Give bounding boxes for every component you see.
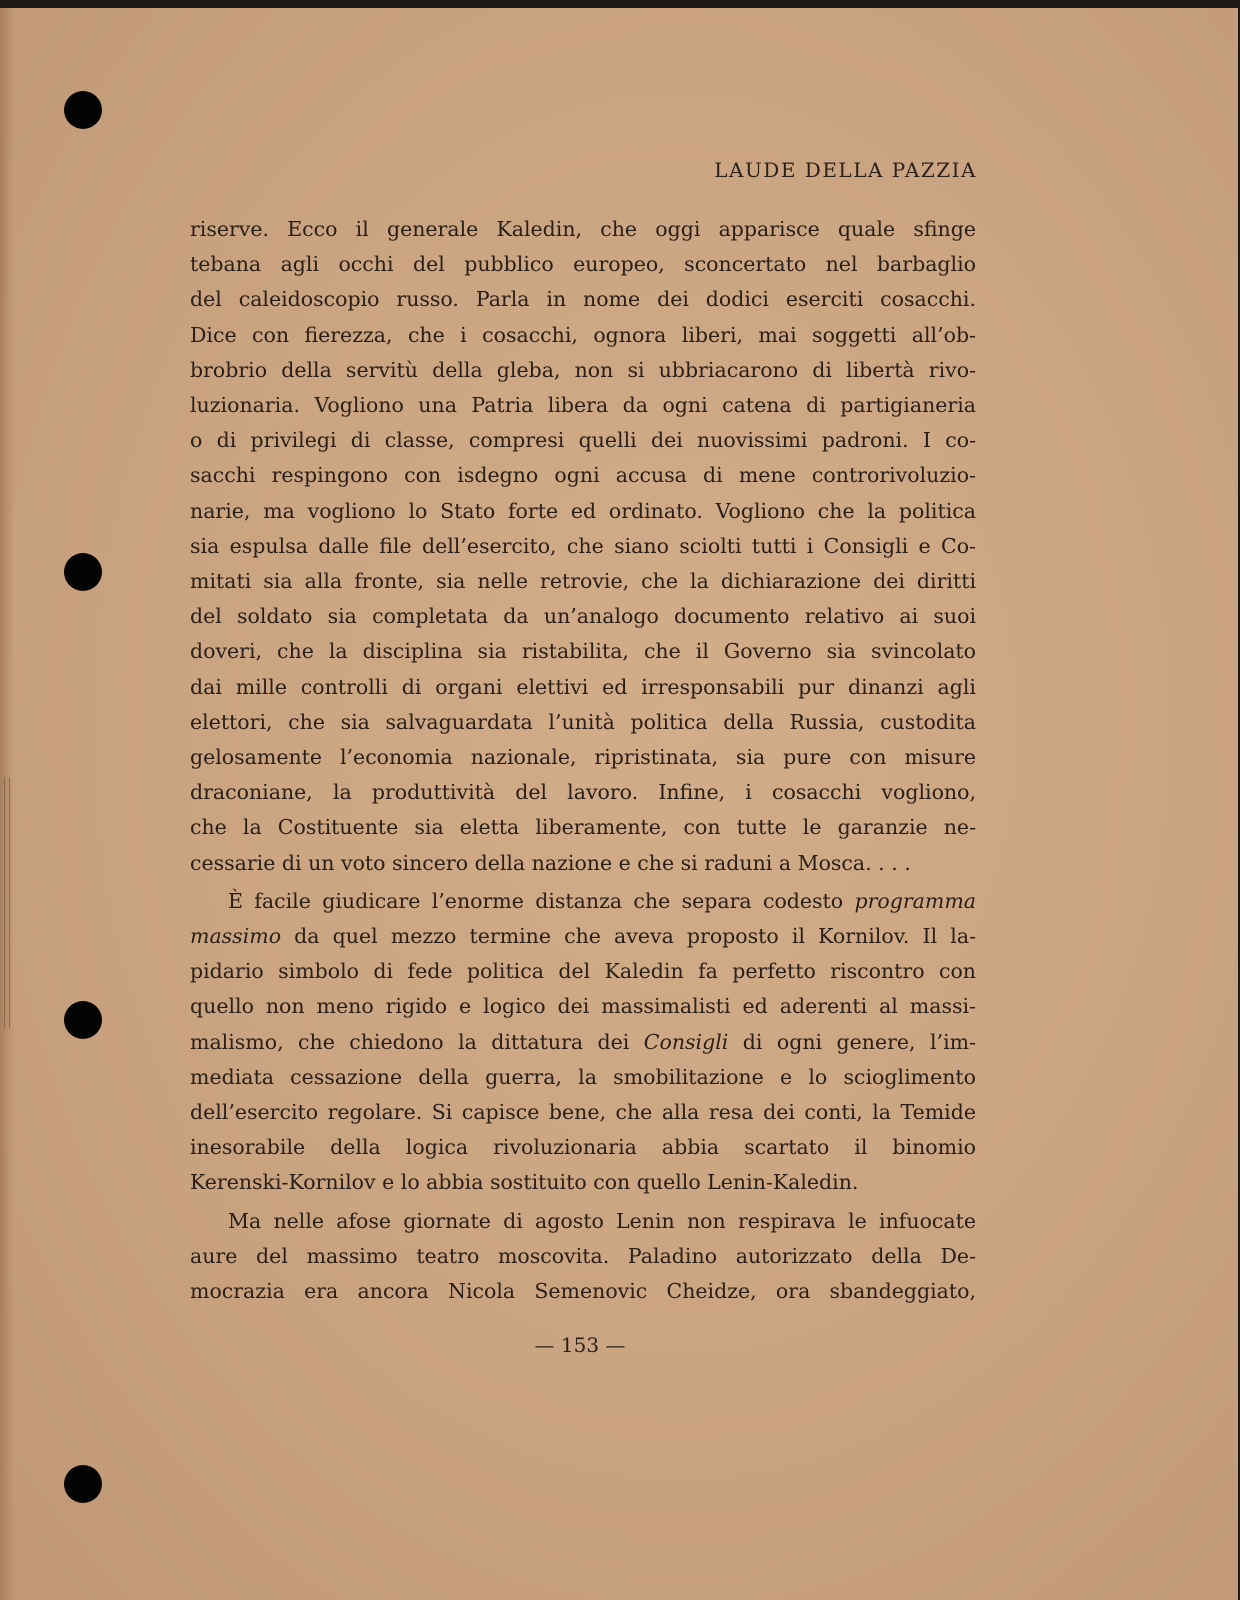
text-line bbox=[190, 954, 976, 989]
text-line bbox=[190, 247, 976, 282]
paragraph bbox=[190, 212, 976, 881]
text-run: brobrio della servitù della gleba, non si ubbriacarono di libertà rivo- bbox=[190, 357, 976, 382]
text-run: del caleidoscopio russo. Parla in nome dei dodici eserciti cosacchi. bbox=[190, 287, 976, 312]
text-run: draconiane, la produttività del lavoro. Infine, i cosacchi vogliono, bbox=[190, 780, 976, 805]
text-line bbox=[190, 919, 976, 954]
text-run: o di privilegi di classe, compresi quelli dei nuovissimi padroni. I co- bbox=[190, 428, 976, 453]
text-run: mediata cessazione della guerra, la smobilitazione e lo scioglimento bbox=[190, 1064, 976, 1089]
text-line bbox=[190, 884, 976, 919]
text-run: che la Costituente sia eletta liberamente, con tutte le garanzie ne- bbox=[190, 815, 976, 840]
text-line bbox=[190, 1165, 976, 1200]
text-run: malismo, che chiedono la dittatura dei bbox=[190, 1029, 644, 1054]
italic-run: programma bbox=[854, 888, 976, 913]
text-run: luzionaria. Vogliono una Patria libera da ogni catena di partigianeria bbox=[190, 393, 976, 418]
text-run: doveri, che la disciplina sia ristabilita, che il Governo sia svincolato bbox=[190, 639, 976, 664]
text-line bbox=[190, 1060, 976, 1095]
text-run: aure del massimo teatro moscovita. Paladino autorizzato della De- bbox=[190, 1243, 976, 1268]
text-run: pidario simbolo di fede politica del Kaledin fa perfetto riscontro con bbox=[190, 959, 976, 984]
text-line bbox=[190, 846, 976, 881]
punch-hole bbox=[64, 1465, 102, 1503]
text-run: È facile giudicare l’enorme distanza che separa codesto bbox=[228, 888, 855, 913]
paragraph bbox=[190, 1204, 976, 1310]
binding-thread bbox=[4, 778, 10, 1028]
text-line bbox=[190, 423, 976, 458]
text-run: mitati sia alla fronte, sia nelle retrovie, che la dichiarazione dei diritti bbox=[190, 569, 976, 594]
paragraph bbox=[190, 884, 976, 1201]
text-line bbox=[190, 1025, 976, 1060]
text-line bbox=[190, 564, 976, 599]
text-run: da quel mezzo termine che aveva proposto il Kornilov. Il la- bbox=[281, 924, 976, 949]
text-line bbox=[190, 705, 976, 740]
text-run: elettori, che sia salvaguardata l’unità politica della Russia, custodita bbox=[190, 709, 976, 734]
text-line bbox=[190, 1204, 976, 1239]
page-number: — 153 — bbox=[534, 1333, 626, 1357]
text-line bbox=[190, 670, 976, 705]
text-line bbox=[190, 740, 976, 775]
text-run: del soldato sia completata da un’analogo documento relativo ai suoi bbox=[190, 604, 976, 629]
body-text bbox=[190, 212, 976, 1309]
running-head: LAUDE DELLA PAZZIA bbox=[714, 158, 977, 182]
text-run: narie, ma vogliono lo Stato forte ed ordinato. Vogliono che la politica bbox=[190, 498, 976, 523]
text-line bbox=[190, 282, 976, 317]
text-line bbox=[190, 212, 976, 247]
text-line bbox=[190, 1130, 976, 1165]
text-line bbox=[190, 634, 976, 669]
text-line bbox=[190, 494, 976, 529]
text-run: gelosamente l’economia nazionale, ripristinata, sia pure con misure bbox=[190, 745, 976, 770]
text-line bbox=[190, 1239, 976, 1274]
text-line bbox=[190, 599, 976, 634]
text-line bbox=[190, 388, 976, 423]
text-run: sia espulsa dalle file dell’esercito, che siano sciolti tutti i Consigli e Co- bbox=[190, 533, 976, 558]
text-line bbox=[190, 775, 976, 810]
text-line bbox=[190, 353, 976, 388]
punch-hole bbox=[64, 1001, 102, 1039]
text-line bbox=[190, 318, 976, 353]
text-line bbox=[190, 1095, 976, 1130]
text-run: mocrazia era ancora Nicola Semenovic Cheidze, ora sbandeggiato, bbox=[190, 1279, 976, 1304]
text-run: sacchi respingono con isdegno ogni accusa di mene controrivoluzio- bbox=[190, 463, 976, 488]
text-line bbox=[190, 989, 976, 1024]
text-run: inesorabile della logica rivoluzionaria abbia scartato il binomio bbox=[190, 1135, 976, 1160]
text-line bbox=[190, 529, 976, 564]
italic-run: massimo bbox=[190, 924, 282, 949]
italic-run: Consigli bbox=[643, 1029, 729, 1054]
text-run: Kerenski-Kornilov e lo abbia sostituito con quello Lenin-Kaledin. bbox=[190, 1170, 859, 1195]
book-page bbox=[0, 8, 1238, 1600]
text-line bbox=[190, 1274, 976, 1309]
text-run: riserve. Ecco il generale Kaledin, che oggi apparisce quale sfinge bbox=[190, 217, 976, 241]
text-run: dell’esercito regolare. Si capisce bene, che alla resa dei conti, la Temide bbox=[190, 1100, 976, 1125]
punch-hole bbox=[64, 553, 102, 591]
text-line bbox=[190, 458, 976, 493]
text-run: di ogni genere, l’im- bbox=[728, 1029, 976, 1054]
punch-hole bbox=[64, 91, 102, 129]
text-run: cessarie di un voto sincero della nazione e che si raduni a Mosca. . . . bbox=[190, 850, 911, 875]
text-run: dai mille controlli di organi elettivi ed irresponsabili pur dinanzi agli bbox=[190, 674, 976, 699]
text-line bbox=[190, 810, 976, 845]
text-run: Dice con fierezza, che i cosacchi, ognora liberi, mai soggetti all’ob- bbox=[190, 322, 976, 347]
text-run: Ma nelle afose giornate di agosto Lenin non respirava le infuocate bbox=[228, 1208, 976, 1233]
text-run: tebana agli occhi del pubblico europeo, sconcertato nel barbaglio bbox=[190, 252, 976, 277]
text-run: quello non meno rigido e logico dei massimalisti ed aderenti al massi- bbox=[190, 994, 976, 1019]
